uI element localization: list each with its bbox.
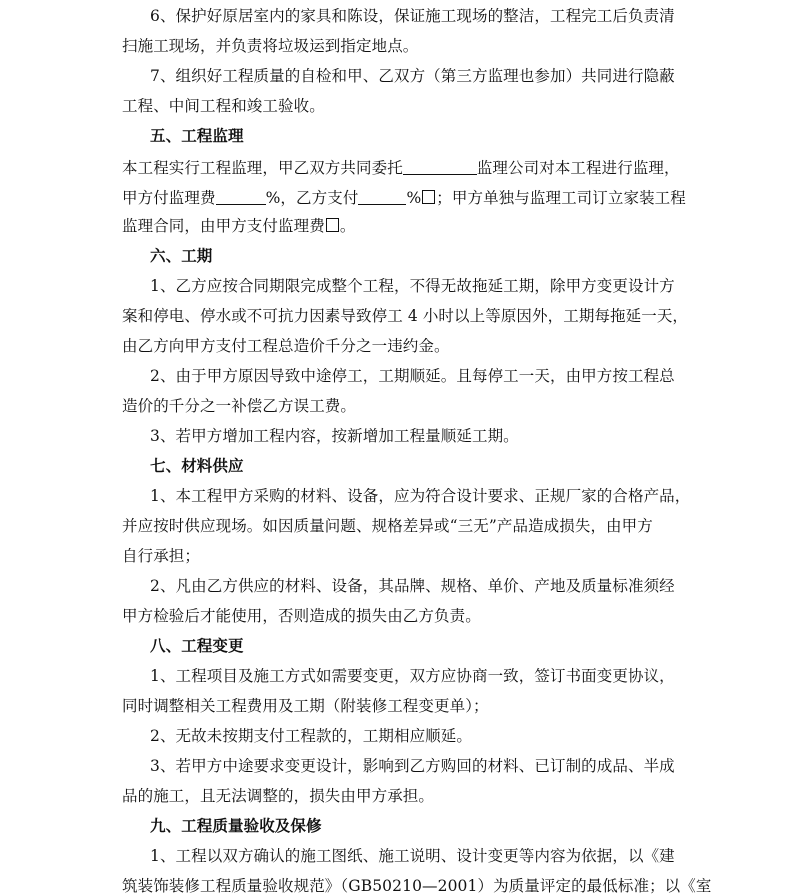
- section-heading-changes: 八、工程变更: [150, 637, 244, 655]
- supervision-text-c: ；甲方单独与监理工司订立家装工程: [436, 189, 686, 207]
- supervision-line-2: [122, 186, 686, 208]
- clause-6-line-2: 扫施工现场，并负责将垃圾运到指定地点。: [122, 37, 419, 55]
- changes-clause-2: 2、无故未按期支付工程款的，工期相应顺延。: [150, 727, 472, 745]
- schedule-clause-1-line-2: 案和停电、停水或不可抗力因素导致停工 4 小时以上等原因外，工期每拖延一天，: [122, 307, 689, 325]
- schedule-clause-1-line-1: 1、乙方应按合同期限完成整个工程，不得无故拖延工期，除甲方变更设计方: [150, 277, 675, 295]
- supervision-text-a: 本工程实行工程监理，甲乙双方共同委托: [122, 159, 403, 177]
- schedule-clause-2-line-1: 2、由于甲方原因导致中途停工，工期顺延。且每停工一天，由甲方按工程总: [150, 367, 675, 385]
- checkbox-icon: [326, 218, 339, 232]
- section-heading-schedule: 六、工期: [150, 247, 213, 265]
- changes-clause-3-line-2: 品的施工，且无法调整的，损失由甲方承担。: [122, 787, 435, 805]
- section-heading-materials: 七、材料供应: [150, 457, 244, 475]
- clause-7-line-1: 7、组织好工程质量的自检和甲、乙双方（第三方监理也参加）共同进行隐蔽: [150, 67, 675, 85]
- changes-clause-1-line-1: 1、工程项目及施工方式如需要变更，双方应协商一致，签订书面变更协议，: [150, 667, 675, 685]
- supervision-line-3: [122, 216, 355, 236]
- quality-clause-1-line-1: 1、工程以双方确认的施工图纸、施工说明、设计变更等内容为依据，以《建: [150, 847, 675, 865]
- supervision-line-1: [122, 156, 680, 178]
- checkbox-icon: [422, 190, 435, 204]
- supervision-text-b: 监理公司对本工程进行监理，: [476, 159, 680, 177]
- schedule-clause-3: 3、若甲方增加工程内容，按新增加工程量顺延工期。: [150, 427, 519, 445]
- materials-clause-1-line-2: 并应按时供应现场。如因质量问题、规格差异或“三无”产品造成损失，由甲方: [122, 517, 653, 535]
- party-a-fee-blank: [216, 188, 266, 205]
- percent-sign: %: [406, 189, 422, 207]
- section-heading-quality: 九、工程质量验收及保修: [150, 817, 322, 835]
- supervision-text-e: 。: [339, 217, 356, 235]
- materials-clause-1-line-3: 自行承担；: [122, 547, 201, 565]
- supervision-text-d: 监理合同，由甲方支付监理费: [122, 217, 325, 235]
- supervision-fee-label-b: %，乙方支付: [265, 189, 359, 207]
- clause-6-line-1: 6、保护好原居室内的家具和陈设，保证施工现场的整洁，工程完工后负责清: [150, 7, 675, 25]
- changes-clause-3-line-1: 3、若甲方中途要求变更设计，影响到乙方购回的材料、已订制的成品、半成: [150, 757, 675, 775]
- materials-clause-2-line-2: 甲方检验后才能使用，否则造成的损失由乙方负责。: [122, 607, 481, 625]
- party-b-fee-blank: [358, 188, 406, 205]
- section-heading-supervision: 五、工程监理: [150, 127, 244, 145]
- schedule-clause-1-line-3: 由乙方向甲方支付工程总造价千分之一违约金。: [122, 337, 450, 355]
- supervisor-company-blank: [403, 158, 477, 175]
- materials-clause-1-line-1: 1、本工程甲方采购的材料、设备，应为符合设计要求、正规厂家的合格产品，: [150, 487, 691, 505]
- supervision-fee-label-a: 甲方付监理费: [122, 189, 216, 207]
- quality-clause-1-line-2: 筑装饰装修工程质量验收规范》（GB50210—2001）为质量评定的最低标准；以《室: [122, 877, 712, 895]
- materials-clause-2-line-1: 2、凡由乙方供应的材料、设备，其品牌、规格、单价、产地及质量标准须经: [150, 577, 675, 595]
- clause-7-line-2: 工程、中间工程和竣工验收。: [122, 97, 325, 115]
- changes-clause-1-line-2: 同时调整相关工程费用及工期（附装修工程变更单）；: [122, 697, 489, 715]
- schedule-clause-2-line-2: 造价的千分之一补偿乙方误工费。: [122, 397, 357, 415]
